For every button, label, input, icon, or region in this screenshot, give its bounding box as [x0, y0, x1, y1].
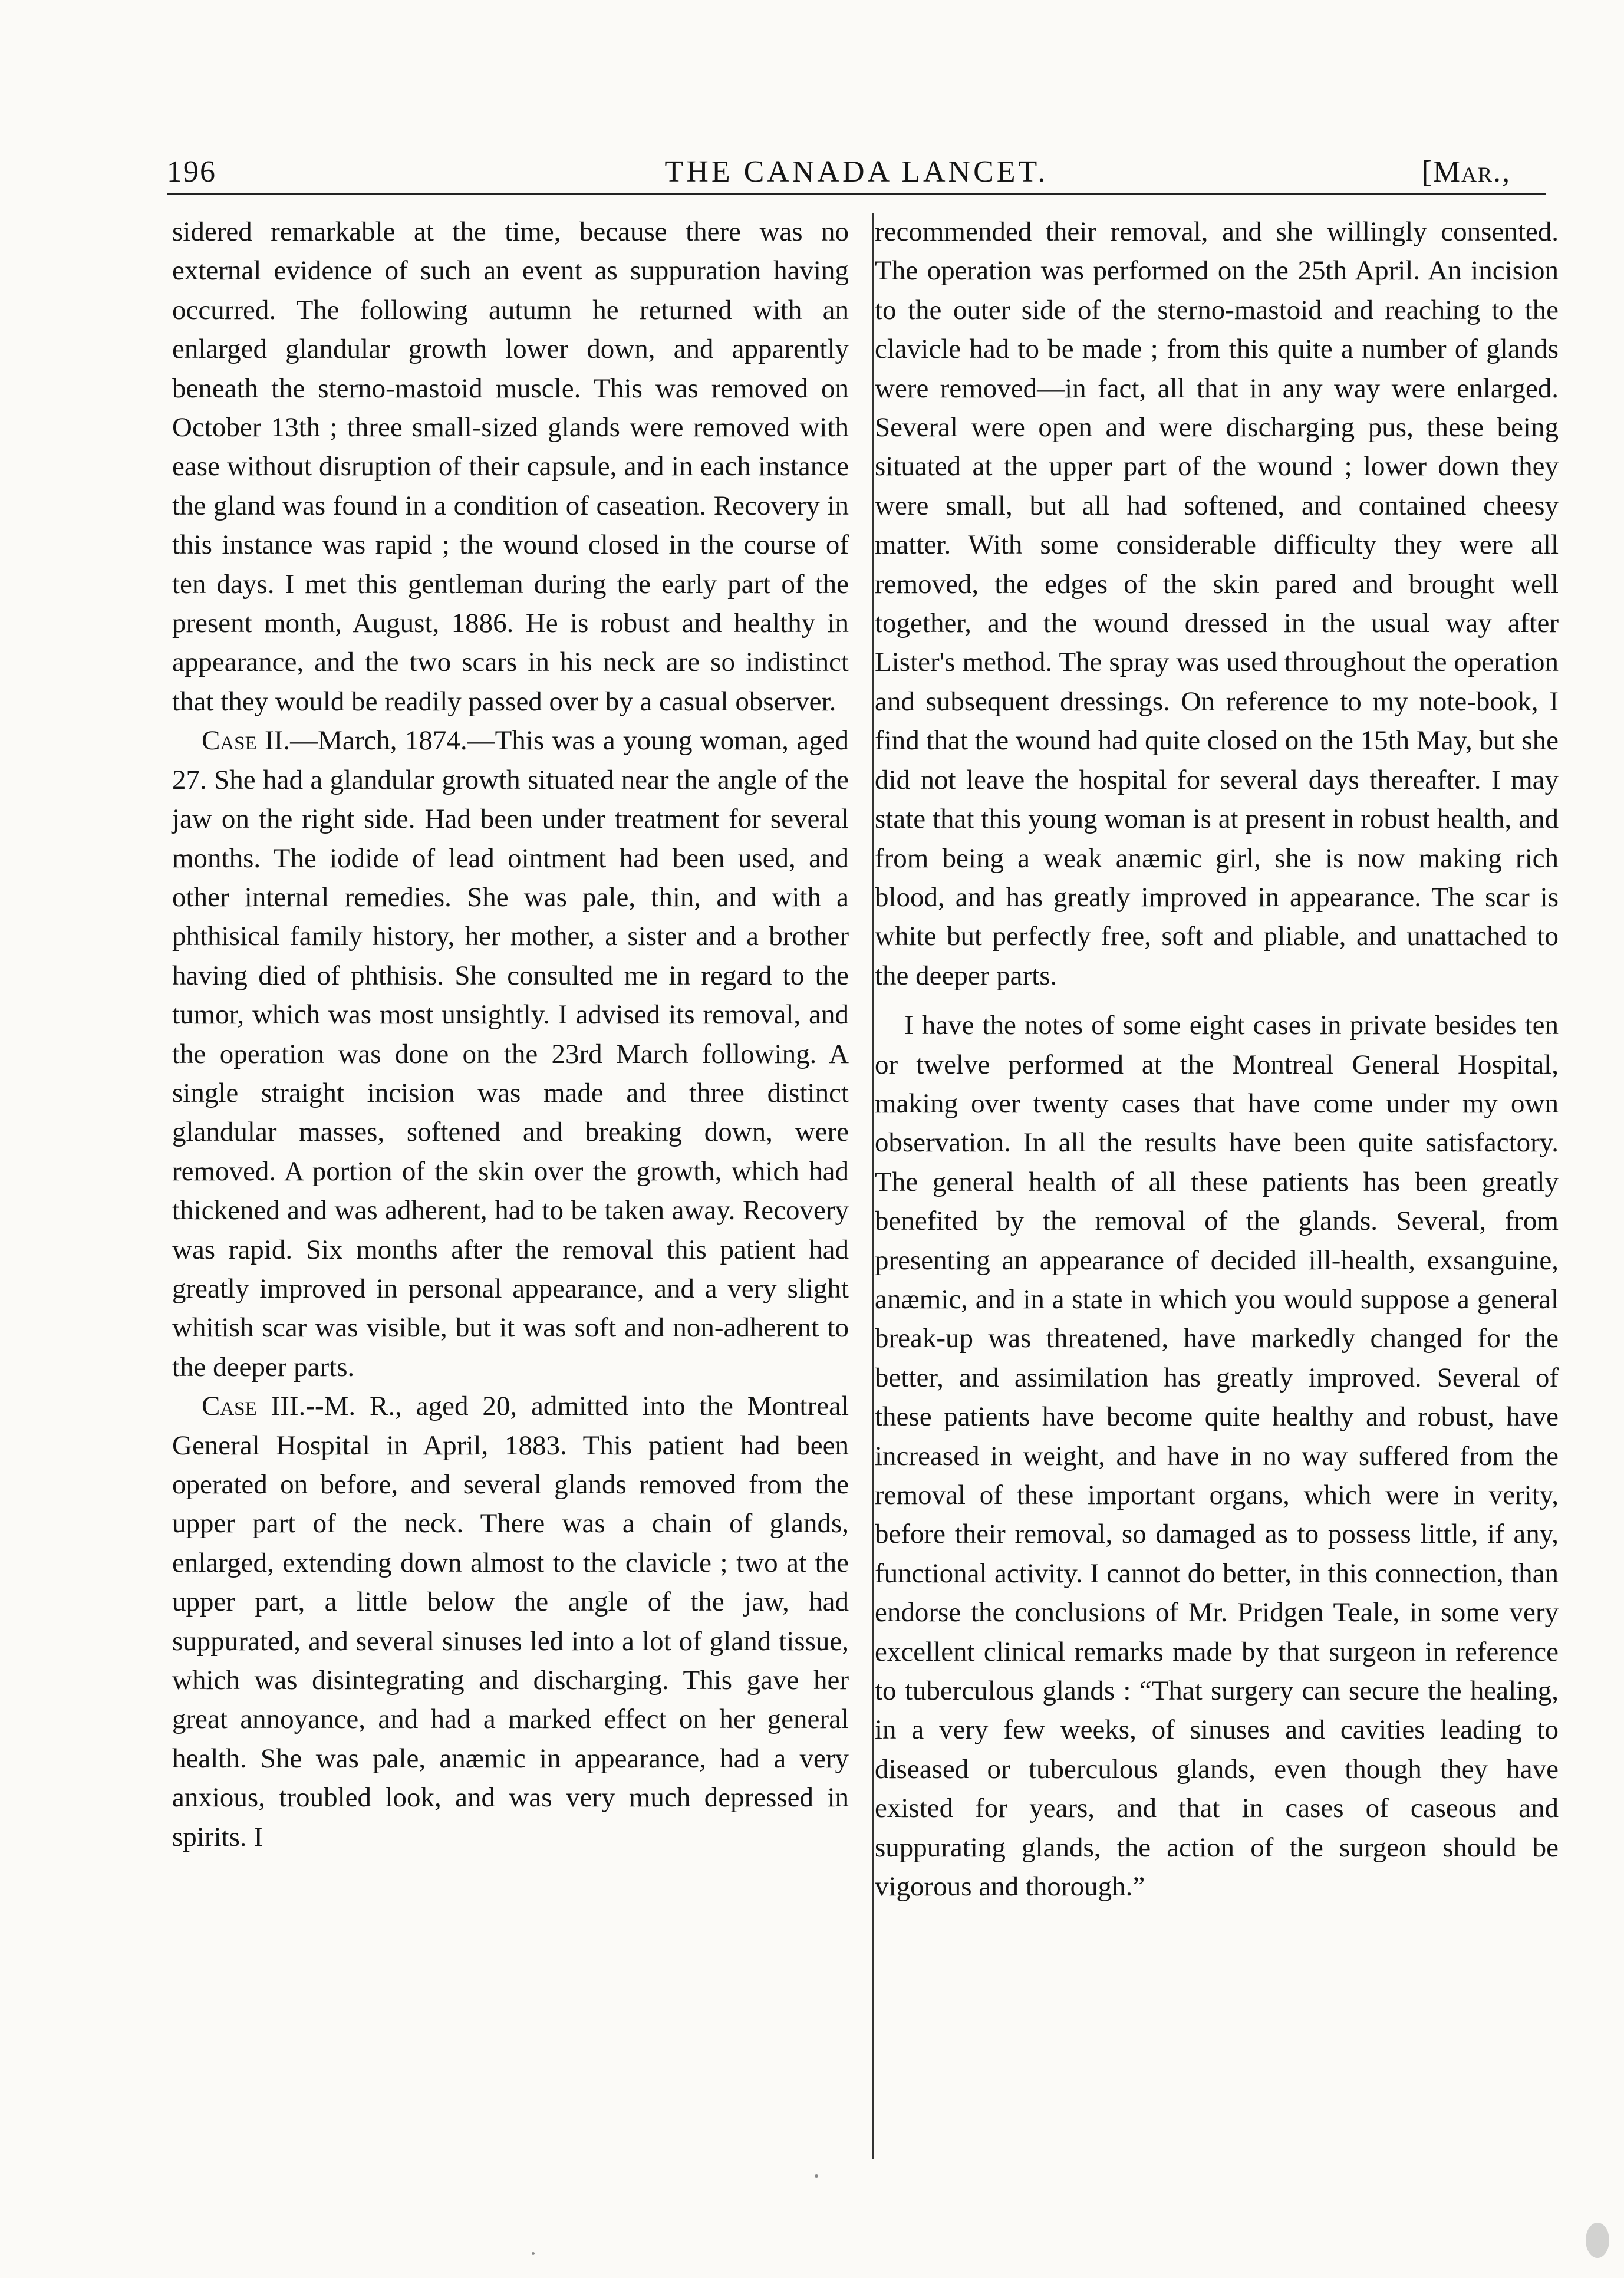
issue-month: [Mar.,: [1421, 155, 1511, 189]
scan-speck: [815, 2174, 818, 2178]
right-column: [875, 212, 1559, 1906]
case-three-text: III.--M. R., aged 20, admitted into the Montreal General Hospital in April, 1883. This patient had been operated on before, and several glands removed from the upper part of the neck. There was a chain of glands, enlarged, extending down almost to the clavicle ; two at the upper part, a little below the angle of the jaw, had suppurated, and several sinuses led into a lot of gland tissue, which was disintegrating and discharging. This gave her great annoyance, and had a marked effect on her general health. She was pale, anæmic in appearance, had a very anxious, troubled look, and was very much depressed in spirits. I: [172, 1391, 849, 1852]
scan-speck: [1586, 2223, 1609, 2258]
case-two-paragraph: [172, 721, 849, 1387]
page-number: 196: [167, 155, 216, 189]
journal-title: THE CANADA LANCET.: [664, 155, 1049, 189]
summary-paragraph: I have the notes of some eight cases in private besides ten or twelve performed at the Montreal General Hospital, making over twenty cases that have come under my own observation. In all the results have been quite satisfactory. The general health of all these patients has been greatly benefited by the removal of the glands. Several, from presenting an appearance of decided ill-health, exsanguine, anæmic, and in a state in which you would suppose a general break-up was threatened, have markedly changed for the better, and assimilation has greatly improved. Several of these patients have become quite healthy and robust, have increased in weight, and have in no way suffered from the removal of these important organs, which were in verity, before their removal, so damaged as to possess little, if any, functional activity. I cannot do better, in this connection, than endorse the conclusions of Mr. Pridgen Teale, in some very excellent clinical remarks made by that surgeon in reference to tuberculous glands : “That surgery can secure the healing, in a very few weeks, of sinuses and cavities leading to diseased or tuberculous glands, even though they have existed for years, and that in cases of caseous and suppurating glands, the action of the surgeon should be vigorous and thorough.”: [875, 1010, 1559, 1902]
case-two-label: Case: [202, 725, 257, 756]
case-three-continued-paragraph: recommended their removal, and she willingly consented. The operation was performed on the 25th April. An incision to the outer side of the sterno-mastoid and reaching to the clavicle had to be made ; from this quite a number of glands were removed—in fact, all that in any way were enlarged. Several were open and were discharging pus, these being situated at the upper part of the wound ; lower down they were small, but all had softened, and contained cheesy matter. With some considerable difficulty they were all removed, the edges of the skin pared and brought well together, and the wound dressed in the usual way after Lister's method. The spray was used throughout the operation and subsequent dressings. On reference to my note-book, I find that the wound had quite closed on the 15th May, but she did not leave the hospital for several days thereafter. I may state that this young woman is at present in robust health, and from being a weak anæmic girl, she is now making rich blood, and has greatly improved in appearance. The scar is white but perfectly free, soft and pliable, and unattached to the deeper parts.: [875, 216, 1559, 991]
header-rule: [167, 193, 1546, 195]
case-three-paragraph: [172, 1387, 849, 1856]
continued-paragraph: sidered remarkable at the time, because there was no external evidence of such an event as suppuration having occurred. The following autumn he returned with an enlarged glandular growth lower down, and apparently beneath the sterno-mastoid muscle. This was removed on October 13th ; three small-sized glands were removed with ease without disruption of their capsule, and in each instance the gland was found in a condition of caseation. Recovery in this instance was rapid ; the wound closed in the course of ten days. I met this gentleman during the early part of the present month, August, 1886. He is robust and healthy in appearance, and the two scars in his neck are so indistinct that they would be readily passed over by a casual observer.: [172, 216, 849, 717]
case-two-text: II.—March, 1874.—This was a young woman, aged 27. She had a glandular growth situated near the angle of the jaw on the right side. Had been under treatment for several months. The iodide of lead ointment had been used, and other internal remedies. She was pale, thin, and with a phthisical family history, her mother, a sister and a brother having died of phthisis. She consulted me in regard to the tumor, which was most unsightly. I advised its removal, and the operation was done on the 23rd March following. A single straight incision was made and three distinct glandular masses, softened and breaking down, were removed. A portion of the skin over the growth, which had thickened and was adherent, had to be taken away. Recovery was rapid. Six months after the removal this patient had greatly improved in personal appearance, and a very slight whitish scar was visible, but it was soft and non-adherent to the deeper parts.: [172, 725, 849, 1382]
left-column: [172, 212, 849, 1856]
case-three-label: Case: [202, 1391, 257, 1422]
scan-speck: [532, 2252, 535, 2255]
column-divider: [872, 213, 874, 2159]
running-header: [167, 154, 1546, 196]
